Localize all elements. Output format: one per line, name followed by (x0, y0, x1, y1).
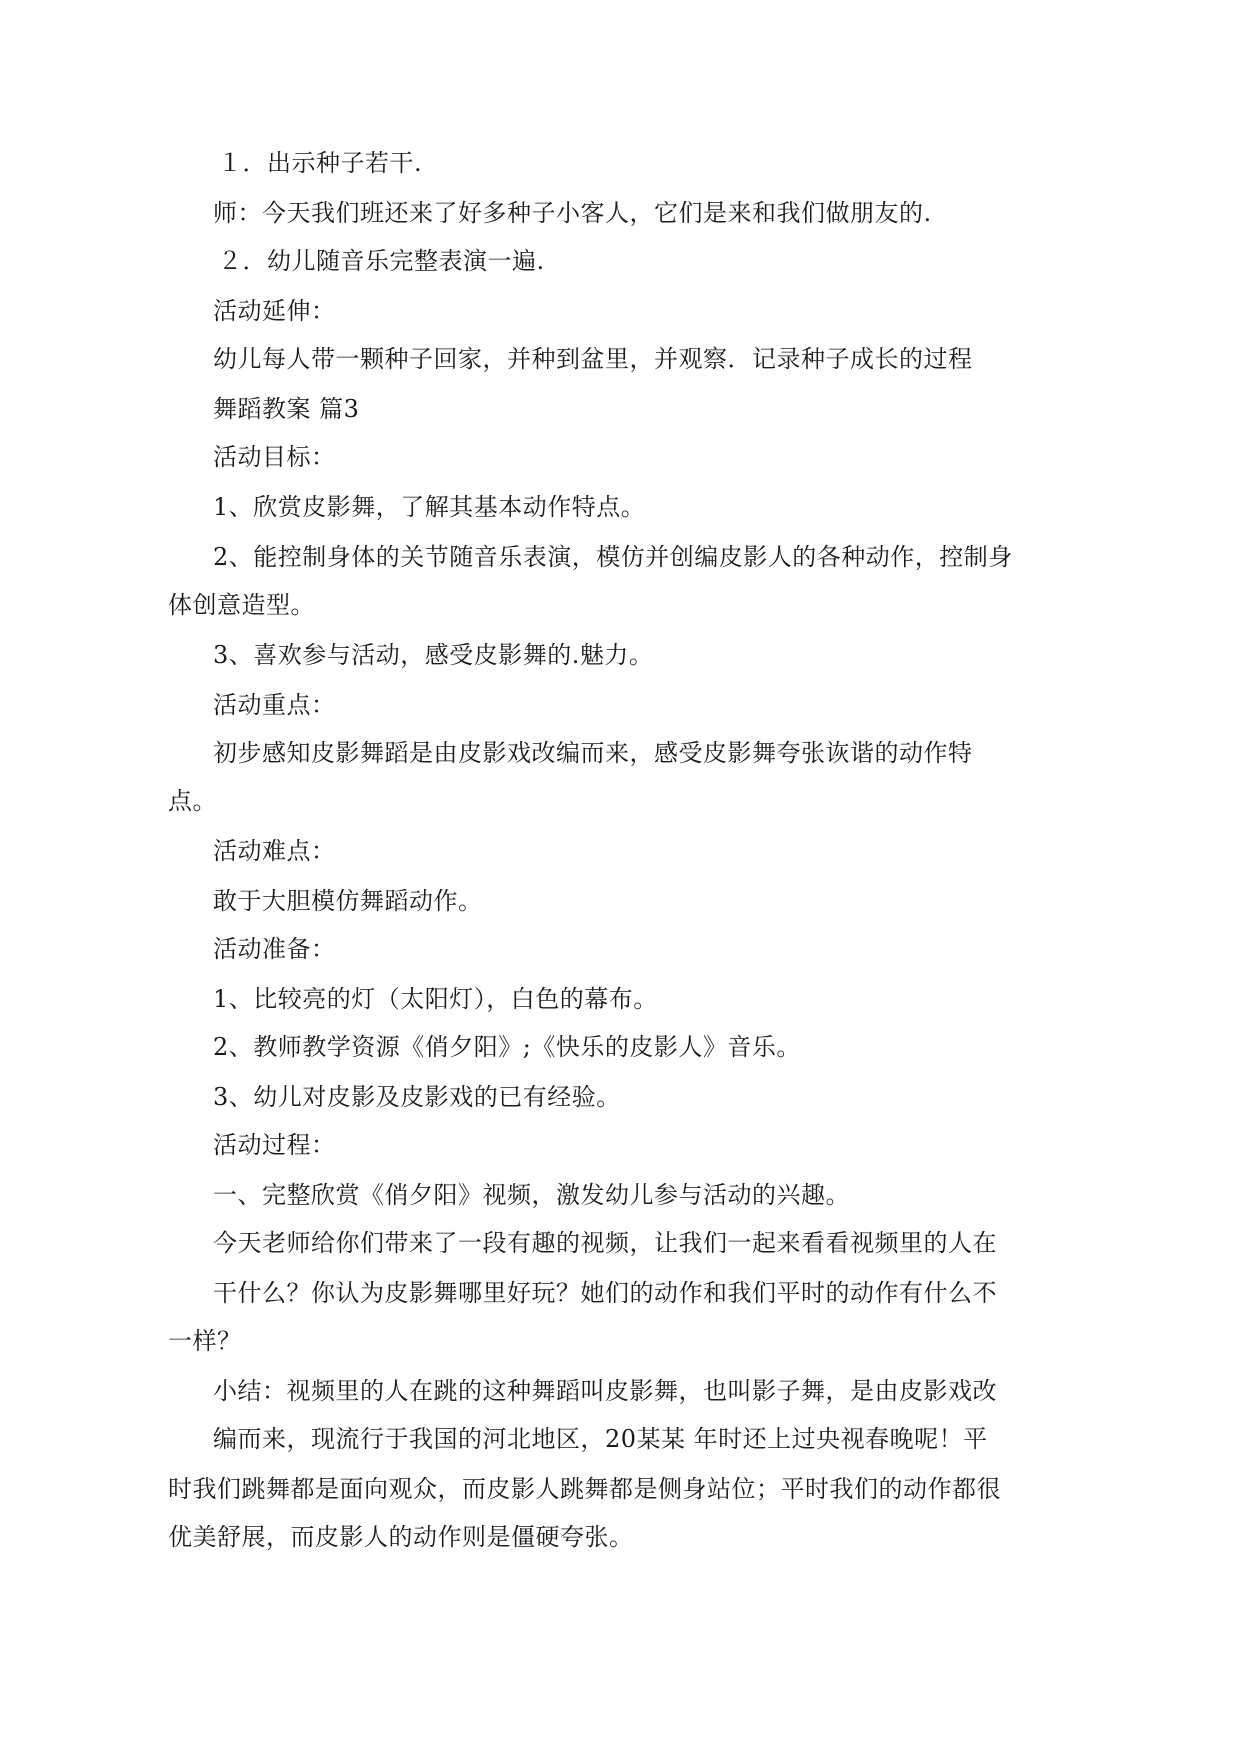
list-item: 3、喜欢参与活动，感受皮影舞的.魅力。 (213, 641, 654, 669)
section-heading: 活动重点： (213, 691, 336, 719)
list-item: 1、欣赏皮影舞，了解其基本动作特点。 (213, 493, 646, 521)
text-line: 优美舒展，而皮影人的动作则是僵硬夸张。 (168, 1523, 634, 1551)
list-item: 1、比较亮的灯（太阳灯），白色的幕布。 (213, 985, 658, 1013)
text-line: 一样？ (168, 1327, 242, 1355)
text-line: 师：今天我们班还来了好多种子小客人，它们是来和我们做朋友的. (213, 199, 932, 227)
section-heading: 活动过程： (213, 1131, 336, 1159)
text-line: 今天老师给你们带来了一段有趣的视频，让我们一起来看看视频里的人在 (213, 1229, 997, 1257)
text-line: １．出示种子若干. (218, 149, 423, 177)
section-heading: 活动难点： (213, 837, 336, 865)
text-line: 体创意造型。 (168, 591, 315, 619)
list-item: 3、幼儿对皮影及皮影戏的已有经验。 (213, 1083, 621, 1111)
text-line: 编而来，现流行于我国的河北地区，20某某 年时还上过央视春晚呢！平 (213, 1425, 988, 1453)
section-heading: 活动目标： (213, 443, 336, 471)
text-line: 初步感知皮影舞蹈是由皮影戏改编而来，感受皮影舞夸张诙谐的动作特 (213, 739, 973, 767)
section-title: 舞蹈教案 篇3 (213, 395, 360, 423)
text-line: 干什么？你认为皮影舞哪里好玩？她们的动作和我们平时的动作有什么不 (213, 1279, 997, 1307)
text-line: 幼儿每人带一颗种子回家，并种到盆里，并观察．记录种子成长的过程 (213, 345, 973, 373)
text-line: ２．幼儿随音乐完整表演一遍. (218, 247, 545, 275)
list-item: 2、能控制身体的关节随音乐表演，模仿并创编皮影人的各种动作，控制身 (213, 543, 1013, 571)
section-heading: 活动延伸： (213, 297, 336, 325)
text-line: 一、完整欣赏《俏夕阳》视频，激发幼儿参与活动的兴趣。 (213, 1181, 850, 1209)
text-line: 点。 (168, 787, 217, 815)
text-line: 时我们跳舞都是面向观众，而皮影人跳舞都是侧身站位；平时我们的动作都很 (168, 1475, 1001, 1503)
section-heading: 活动准备： (213, 935, 336, 963)
text-line: 小结：视频里的人在跳的这种舞蹈叫皮影舞，也叫影子舞，是由皮影戏改 (213, 1377, 997, 1405)
list-item: 2、教师教学资源《俏夕阳》;《快乐的皮影人》音乐。 (213, 1033, 801, 1061)
text-line: 敢于大胆模仿舞蹈动作。 (213, 887, 483, 915)
